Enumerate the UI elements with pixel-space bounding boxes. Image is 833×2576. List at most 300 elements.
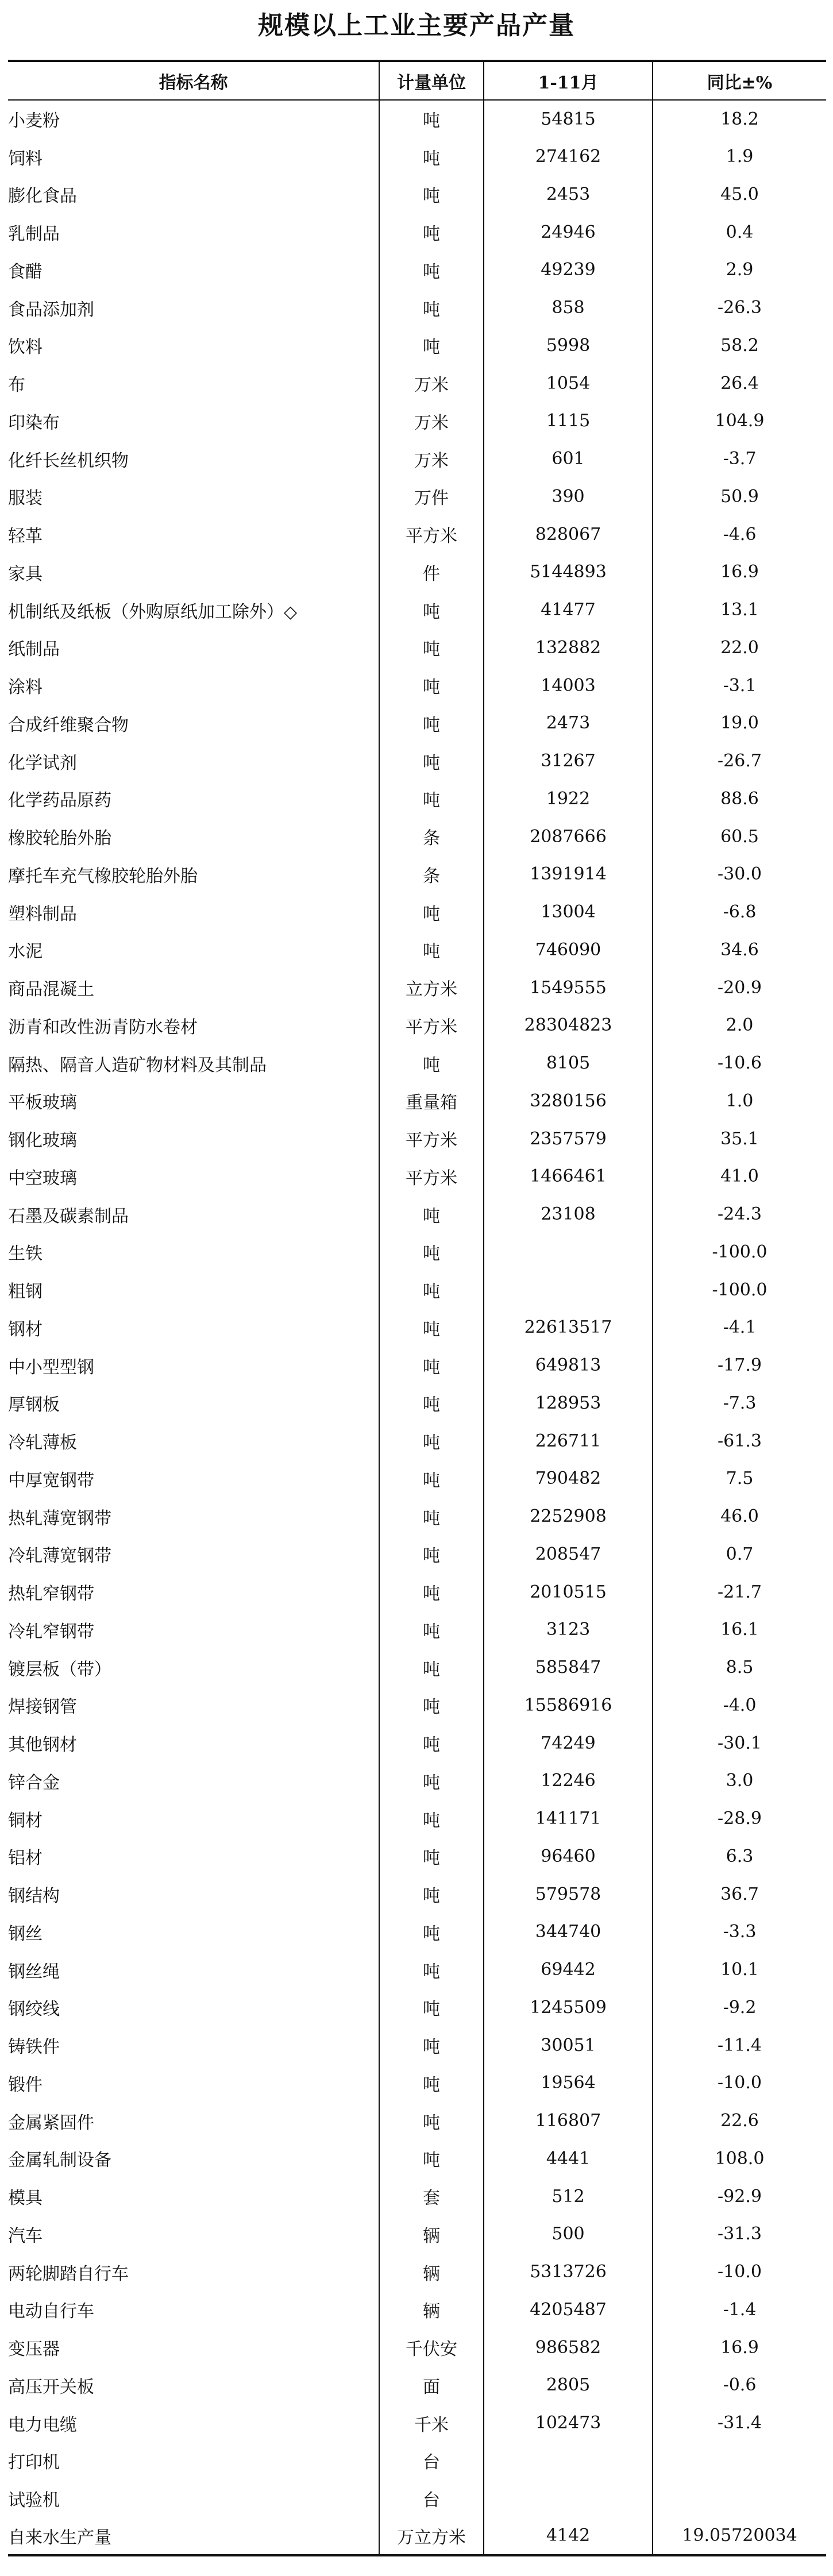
cell-indicator-name: 中小型型钢 <box>8 1357 94 1378</box>
cell-yoy: 88.6 <box>653 780 826 818</box>
cell-value: 986582 <box>484 2328 653 2366</box>
cell-unit: 辆 <box>379 2215 484 2253</box>
cell-unit: 辆 <box>379 2253 484 2291</box>
table-row <box>8 1498 826 1536</box>
cell-yoy: -100.0 <box>653 1233 826 1271</box>
cell-indicator-name: 金属紧固件 <box>8 2112 94 2133</box>
cell-yoy: 41.0 <box>653 1158 826 1196</box>
cell-unit: 吨 <box>379 327 484 365</box>
table-row <box>8 1800 826 1838</box>
table-row <box>8 1951 826 1989</box>
cell-indicator-name: 厚钢板 <box>8 1395 60 1416</box>
cell-unit: 吨 <box>379 1649 484 1687</box>
cell-yoy: -30.0 <box>653 855 826 893</box>
table-row <box>8 1875 826 1913</box>
cell-unit: 吨 <box>379 1800 484 1838</box>
cell-yoy: -61.3 <box>653 1422 826 1460</box>
cell-indicator-name: 打印机 <box>8 2452 60 2473</box>
table-row <box>8 780 826 818</box>
table-row <box>8 1611 826 1649</box>
cell-indicator-name: 合成纤维聚合物 <box>8 715 129 735</box>
cell-unit: 吨 <box>379 100 484 138</box>
cell-yoy: -1.4 <box>653 2291 826 2329</box>
cell-unit: 吨 <box>379 138 484 176</box>
cell-unit: 台 <box>379 2442 484 2480</box>
cell-yoy: 0.7 <box>653 1536 826 1574</box>
table-row <box>8 2404 826 2442</box>
cell-value: 4441 <box>484 2140 653 2178</box>
cell-yoy: -21.7 <box>653 1573 826 1611</box>
cell-indicator-name: 化纤长丝机织物 <box>8 450 129 471</box>
cell-indicator-name: 化学试剂 <box>8 753 77 773</box>
cell-value: 274162 <box>484 138 653 176</box>
cell-unit: 立方米 <box>379 969 484 1007</box>
cell-indicator-name: 家具 <box>8 564 43 584</box>
cell-yoy: -31.4 <box>653 2404 826 2442</box>
cell-indicator-name: 汽车 <box>8 2226 43 2246</box>
table-row <box>8 478 826 516</box>
cell-unit: 吨 <box>379 1536 484 1574</box>
cell-indicator-name: 小麦粉 <box>8 111 60 132</box>
cell-unit: 吨 <box>379 1422 484 1460</box>
cell-unit: 吨 <box>379 1951 484 1989</box>
cell-unit: 吨 <box>379 704 484 742</box>
table-row <box>8 1347 826 1385</box>
cell-indicator-name: 电力电缆 <box>8 2415 77 2435</box>
cell-value <box>484 2479 653 2517</box>
cell-indicator-name: 机制纸及纸板（外购原纸加工除外）◇ <box>8 601 298 622</box>
cell-indicator-name: 锻件 <box>8 2074 43 2095</box>
cell-indicator-name: 石墨及碳素制品 <box>8 1206 129 1227</box>
cell-value: 24946 <box>484 213 653 251</box>
cell-unit: 平方米 <box>379 1120 484 1158</box>
cell-indicator-name: 印染布 <box>8 412 60 433</box>
cell-unit: 万件 <box>379 478 484 516</box>
table-row <box>8 1724 826 1762</box>
cell-indicator-name: 食品添加剂 <box>8 299 94 320</box>
cell-yoy: 2.0 <box>653 1007 826 1044</box>
cell-unit: 吨 <box>379 213 484 251</box>
cell-unit: 吨 <box>379 1233 484 1271</box>
cell-unit: 平方米 <box>379 515 484 553</box>
cell-value: 14003 <box>484 666 653 704</box>
cell-indicator-name: 锌合金 <box>8 1772 60 1793</box>
product-output-table <box>8 60 826 2556</box>
cell-value: 41477 <box>484 591 653 629</box>
cell-indicator-name: 铜材 <box>8 1810 43 1831</box>
table-row <box>8 1196 826 1233</box>
table-row <box>8 1082 826 1120</box>
cell-indicator-name: 热轧窄钢带 <box>8 1584 94 1605</box>
header-indicator-name: 指标名称 <box>8 61 379 100</box>
cell-yoy: -11.4 <box>653 2026 826 2064</box>
cell-yoy: 60.5 <box>653 817 826 855</box>
table-row <box>8 2140 826 2178</box>
table-row <box>8 855 826 893</box>
table-row <box>8 969 826 1007</box>
table-row <box>8 1158 826 1196</box>
cell-unit: 重量箱 <box>379 1082 484 1120</box>
table-row <box>8 893 826 931</box>
table-row <box>8 931 826 969</box>
cell-yoy: -9.2 <box>653 1989 826 2027</box>
cell-yoy: -10.6 <box>653 1044 826 1082</box>
cell-unit: 万米 <box>379 440 484 478</box>
cell-value: 1115 <box>484 402 653 440</box>
cell-indicator-name: 涂料 <box>8 677 43 698</box>
table-row <box>8 1385 826 1422</box>
cell-unit: 吨 <box>379 176 484 214</box>
cell-unit: 吨 <box>379 1271 484 1309</box>
table-row <box>8 817 826 855</box>
cell-unit: 吨 <box>379 1309 484 1347</box>
cell-value: 828067 <box>484 515 653 553</box>
cell-yoy: 35.1 <box>653 1120 826 1158</box>
cell-yoy: -20.9 <box>653 969 826 1007</box>
cell-yoy: 46.0 <box>653 1498 826 1536</box>
cell-value: 22613517 <box>484 1309 653 1347</box>
cell-yoy: 3.0 <box>653 1762 826 1800</box>
cell-unit: 吨 <box>379 1687 484 1725</box>
table-row <box>8 1120 826 1158</box>
cell-unit: 吨 <box>379 666 484 704</box>
cell-indicator-name: 服装 <box>8 488 43 509</box>
cell-value: 3123 <box>484 1611 653 1649</box>
cell-value: 102473 <box>484 2404 653 2442</box>
cell-yoy: -4.0 <box>653 1687 826 1725</box>
cell-indicator-name: 冷轧薄宽钢带 <box>8 1546 111 1567</box>
cell-value: 512 <box>484 2177 653 2215</box>
cell-unit: 吨 <box>379 1724 484 1762</box>
cell-value: 1054 <box>484 364 653 402</box>
cell-unit: 万米 <box>379 402 484 440</box>
cell-yoy: -7.3 <box>653 1385 826 1422</box>
cell-yoy: 16.9 <box>653 553 826 591</box>
cell-indicator-name: 铝材 <box>8 1848 43 1869</box>
cell-indicator-name: 商品混凝土 <box>8 980 94 1000</box>
table-row <box>8 1422 826 1460</box>
cell-unit: 吨 <box>379 742 484 780</box>
page-title: 规模以上工业主要产品产量 <box>258 11 575 40</box>
table-row <box>8 1233 826 1271</box>
cell-indicator-name: 饮料 <box>8 337 43 358</box>
cell-yoy: 13.1 <box>653 591 826 629</box>
cell-value: 1391914 <box>484 855 653 893</box>
cell-yoy: 26.4 <box>653 364 826 402</box>
cell-indicator-name: 中空玻璃 <box>8 1168 77 1189</box>
cell-indicator-name: 焊接钢管 <box>8 1697 77 1718</box>
table-row <box>8 1044 826 1082</box>
cell-unit: 吨 <box>379 1460 484 1498</box>
cell-unit: 吨 <box>379 1762 484 1800</box>
cell-indicator-name: 电动自行车 <box>8 2301 94 2322</box>
cell-yoy: 108.0 <box>653 2140 826 2178</box>
cell-unit: 吨 <box>379 1611 484 1649</box>
cell-unit: 台 <box>379 2479 484 2517</box>
cell-yoy: -26.3 <box>653 289 826 327</box>
cell-yoy <box>653 2442 826 2480</box>
cell-yoy <box>653 2479 826 2517</box>
cell-value: 2087666 <box>484 817 653 855</box>
table-row <box>8 327 826 365</box>
cell-yoy: -0.6 <box>653 2366 826 2404</box>
cell-indicator-name: 饲料 <box>8 148 43 169</box>
cell-unit: 吨 <box>379 1347 484 1385</box>
table-row <box>8 176 826 214</box>
cell-yoy: -10.0 <box>653 2064 826 2102</box>
cell-yoy: -6.8 <box>653 893 826 931</box>
cell-unit: 吨 <box>379 780 484 818</box>
table-row <box>8 1762 826 1800</box>
cell-unit: 吨 <box>379 1838 484 1876</box>
table-row <box>8 1649 826 1687</box>
cell-unit: 吨 <box>379 1385 484 1422</box>
cell-value: 585847 <box>484 1649 653 1687</box>
cell-value: 5998 <box>484 327 653 365</box>
cell-value: 2357579 <box>484 1120 653 1158</box>
table-row <box>8 1687 826 1725</box>
table-row <box>8 402 826 440</box>
table-row <box>8 2102 826 2140</box>
table-row <box>8 1309 826 1347</box>
cell-unit: 吨 <box>379 1913 484 1951</box>
table-row <box>8 666 826 704</box>
table-row <box>8 1913 826 1951</box>
cell-indicator-name: 镀层板（带） <box>8 1659 111 1680</box>
cell-yoy: -31.3 <box>653 2215 826 2253</box>
cell-value: 28304823 <box>484 1007 653 1044</box>
cell-value: 31267 <box>484 742 653 780</box>
cell-value: 3280156 <box>484 1082 653 1120</box>
table-row <box>8 2064 826 2102</box>
cell-unit: 套 <box>379 2177 484 2215</box>
cell-indicator-name: 钢丝绳 <box>8 1961 60 1982</box>
cell-yoy: -3.3 <box>653 1913 826 1951</box>
cell-value <box>484 1233 653 1271</box>
cell-yoy: -3.7 <box>653 440 826 478</box>
cell-yoy: 22.6 <box>653 2102 826 2140</box>
cell-yoy: 50.9 <box>653 478 826 516</box>
cell-unit: 辆 <box>379 2291 484 2329</box>
table-row <box>8 440 826 478</box>
cell-indicator-name: 自来水生产量 <box>8 2517 379 2555</box>
table-row <box>8 704 826 742</box>
cell-value: 1466461 <box>484 1158 653 1196</box>
cell-unit: 吨 <box>379 1196 484 1233</box>
cell-unit: 吨 <box>379 1875 484 1913</box>
cell-indicator-name: 膨化食品 <box>8 186 77 207</box>
cell-unit: 平方米 <box>379 1158 484 1196</box>
table-row <box>8 138 826 176</box>
cell-indicator-name: 生铁 <box>8 1244 43 1264</box>
cell-yoy: -100.0 <box>653 1271 826 1309</box>
cell-yoy: 6.3 <box>653 1838 826 1876</box>
table-row <box>8 289 826 327</box>
cell-value: 1549555 <box>484 969 653 1007</box>
cell-yoy: 16.9 <box>653 2328 826 2366</box>
table-row <box>8 2253 826 2291</box>
table-row <box>8 100 826 138</box>
table-row <box>8 1271 826 1309</box>
cell-unit: 吨 <box>379 1989 484 2027</box>
cell-indicator-name: 高压开关板 <box>8 2377 94 2397</box>
cell-indicator-name: 食醋 <box>8 261 43 282</box>
header-unit: 计量单位 <box>379 61 484 100</box>
cell-value: 5144893 <box>484 553 653 591</box>
cell-unit: 吨 <box>379 629 484 667</box>
cell-yoy: -30.1 <box>653 1724 826 1762</box>
cell-indicator-name: 变压器 <box>8 2339 60 2360</box>
cell-unit: 吨 <box>379 2102 484 2140</box>
cell-value: 69442 <box>484 1951 653 1989</box>
header-yoy: 同比±% <box>653 61 826 100</box>
cell-indicator-name: 两轮脚踏自行车 <box>8 2263 129 2284</box>
cell-unit: 吨 <box>379 251 484 289</box>
cell-indicator-name: 模具 <box>8 2188 43 2209</box>
table-row <box>8 1573 826 1611</box>
table-row <box>8 2479 826 2517</box>
cell-yoy: 1.9 <box>653 138 826 176</box>
cell-value: 74249 <box>484 1724 653 1762</box>
cell-indicator-name: 摩托车充气橡胶轮胎外胎 <box>8 866 198 886</box>
cell-unit: 万立方米 <box>379 2517 484 2555</box>
cell-indicator-name: 乳制品 <box>8 224 60 245</box>
cell-value: 5313726 <box>484 2253 653 2291</box>
cell-value: 649813 <box>484 1347 653 1385</box>
cell-indicator-name: 试验机 <box>8 2490 60 2511</box>
cell-yoy: 2.9 <box>653 251 826 289</box>
cell-value: 128953 <box>484 1385 653 1422</box>
cell-value: 12246 <box>484 1762 653 1800</box>
cell-indicator-name: 金属轧制设备 <box>8 2150 111 2171</box>
cell-value: 601 <box>484 440 653 478</box>
cell-value: 8105 <box>484 1044 653 1082</box>
cell-unit: 吨 <box>379 2140 484 2178</box>
cell-value: 19564 <box>484 2064 653 2102</box>
cell-unit: 吨 <box>379 2026 484 2064</box>
cell-indicator-name: 纸制品 <box>8 639 60 660</box>
cell-yoy: 19.05720034 <box>653 2517 826 2555</box>
cell-yoy: 18.2 <box>653 100 826 138</box>
cell-unit: 吨 <box>379 931 484 969</box>
cell-value: 500 <box>484 2215 653 2253</box>
cell-yoy: -4.1 <box>653 1309 826 1347</box>
cell-indicator-name: 热轧薄宽钢带 <box>8 1508 111 1529</box>
cell-unit: 万米 <box>379 364 484 402</box>
cell-indicator-name: 粗钢 <box>8 1282 43 1302</box>
cell-unit: 条 <box>379 855 484 893</box>
cell-yoy: -92.9 <box>653 2177 826 2215</box>
cell-yoy: 1.0 <box>653 1082 826 1120</box>
cell-unit: 千伏安 <box>379 2328 484 2366</box>
table-row <box>8 553 826 591</box>
cell-value: 2805 <box>484 2366 653 2404</box>
cell-unit: 吨 <box>379 591 484 629</box>
cell-indicator-name: 冷轧窄钢带 <box>8 1621 94 1642</box>
cell-unit: 平方米 <box>379 1007 484 1044</box>
cell-value: 1245509 <box>484 1989 653 2027</box>
cell-yoy: -17.9 <box>653 1347 826 1385</box>
cell-value: 390 <box>484 478 653 516</box>
cell-indicator-name: 隔热、隔音人造矿物材料及其制品 <box>8 1055 267 1075</box>
cell-yoy: 104.9 <box>653 402 826 440</box>
table-row <box>8 1460 826 1498</box>
cell-yoy: 36.7 <box>653 1875 826 1913</box>
cell-unit: 条 <box>379 817 484 855</box>
table-row <box>8 591 826 629</box>
table-row <box>8 2366 826 2404</box>
cell-yoy: -10.0 <box>653 2253 826 2291</box>
cell-indicator-name: 钢绞线 <box>8 1999 60 2020</box>
cell-value <box>484 1271 653 1309</box>
cell-value: 54815 <box>484 100 653 138</box>
cell-value: 2252908 <box>484 1498 653 1536</box>
cell-yoy: -3.1 <box>653 666 826 704</box>
cell-indicator-name: 其他钢材 <box>8 1735 77 1756</box>
cell-yoy: -28.9 <box>653 1800 826 1838</box>
cell-indicator-name: 铸铁件 <box>8 2037 60 2058</box>
table-header-row <box>8 61 826 100</box>
cell-unit: 吨 <box>379 2064 484 2102</box>
cell-value: 23108 <box>484 1196 653 1233</box>
cell-unit: 吨 <box>379 1044 484 1082</box>
cell-value: 15586916 <box>484 1687 653 1725</box>
cell-unit: 千米 <box>379 2404 484 2442</box>
cell-yoy: 10.1 <box>653 1951 826 1989</box>
cell-indicator-name: 钢化玻璃 <box>8 1131 77 1151</box>
cell-yoy: 0.4 <box>653 213 826 251</box>
cell-value: 858 <box>484 289 653 327</box>
cell-value: 790482 <box>484 1460 653 1498</box>
cell-unit: 吨 <box>379 1498 484 1536</box>
cell-value: 226711 <box>484 1422 653 1460</box>
table-row <box>8 2215 826 2253</box>
table-row <box>8 1989 826 2027</box>
header-period: 1-11月 <box>484 61 653 100</box>
cell-indicator-name: 平板玻璃 <box>8 1093 77 1113</box>
cell-value: 116807 <box>484 2102 653 2140</box>
table-row <box>8 251 826 289</box>
cell-yoy: -4.6 <box>653 515 826 553</box>
cell-value: 2453 <box>484 176 653 214</box>
cell-indicator-name: 钢结构 <box>8 1886 60 1907</box>
cell-indicator-name: 钢材 <box>8 1319 43 1340</box>
cell-value: 49239 <box>484 251 653 289</box>
cell-value: 1922 <box>484 780 653 818</box>
cell-indicator-name: 化学药品原药 <box>8 790 111 811</box>
cell-indicator-name: 轻革 <box>8 526 43 547</box>
table-row <box>8 2177 826 2215</box>
table-row <box>8 2442 826 2480</box>
cell-yoy: -24.3 <box>653 1196 826 1233</box>
cell-yoy: 34.6 <box>653 931 826 969</box>
cell-value: 132882 <box>484 629 653 667</box>
cell-yoy: 8.5 <box>653 1649 826 1687</box>
cell-indicator-name: 钢丝 <box>8 1923 43 1944</box>
cell-indicator-name: 橡胶轮胎外胎 <box>8 828 111 849</box>
table-row <box>8 1838 826 1876</box>
cell-value: 13004 <box>484 893 653 931</box>
table-row <box>8 742 826 780</box>
cell-yoy: 45.0 <box>653 176 826 214</box>
table-row <box>8 2026 826 2064</box>
table-row <box>8 2328 826 2366</box>
cell-value: 208547 <box>484 1536 653 1574</box>
cell-yoy: 19.0 <box>653 704 826 742</box>
cell-indicator-name: 沥青和改性沥青防水卷材 <box>8 1017 198 1038</box>
cell-indicator-name: 布 <box>8 375 25 396</box>
cell-value: 344740 <box>484 1913 653 1951</box>
